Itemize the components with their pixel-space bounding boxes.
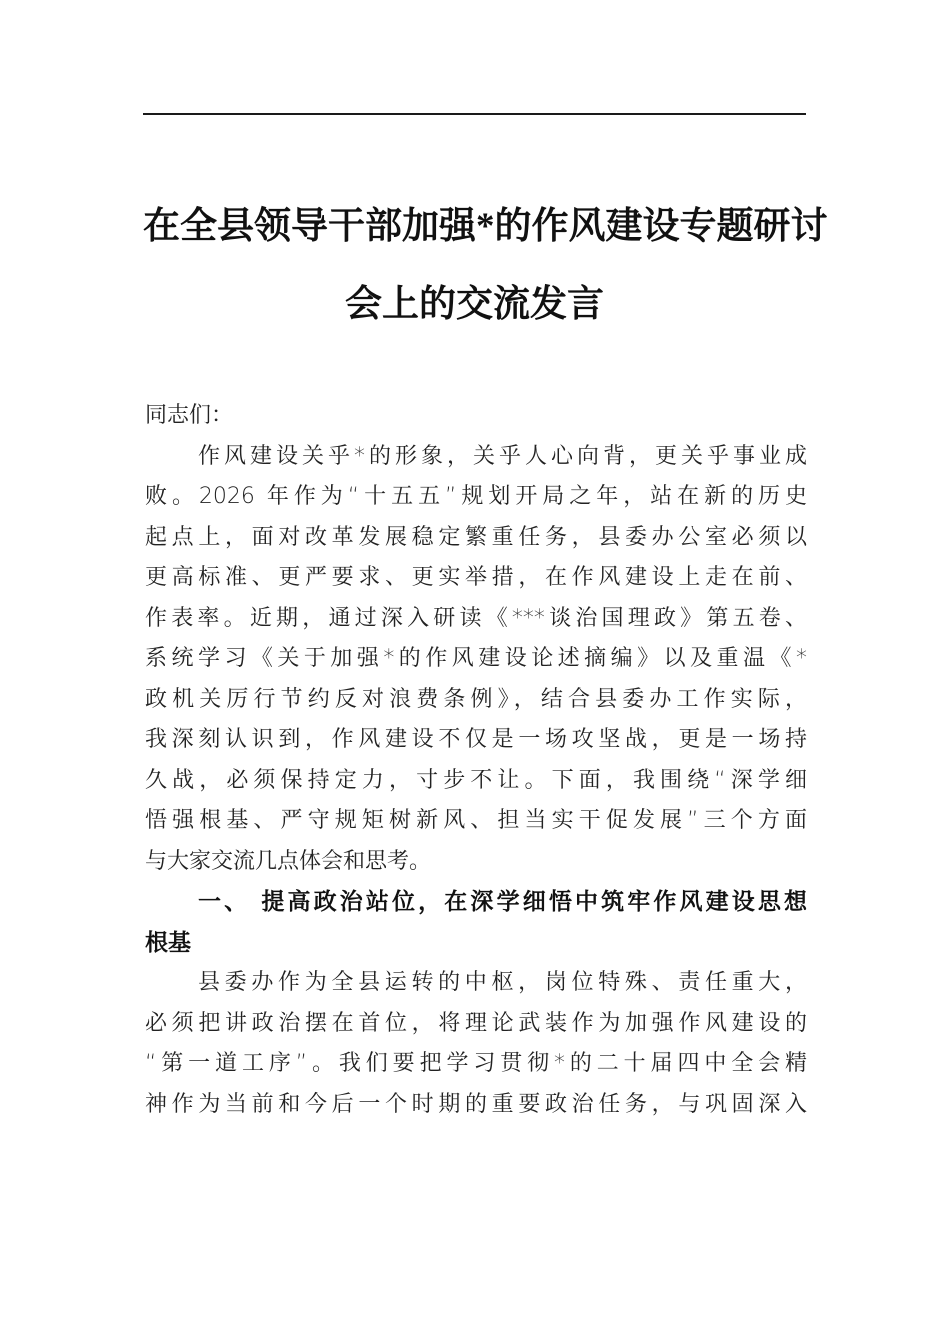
paragraph-line: 更高标准、更严要求、更实举措，在作风建设上走在前、 bbox=[145, 565, 807, 590]
paragraph-line: 与大家交流几点体会和思考。 bbox=[145, 848, 432, 874]
document-body bbox=[145, 396, 807, 1125]
heading-line: 根基 bbox=[145, 929, 191, 956]
paragraph-line: 必须把讲政治摆在首位，将理论武装作为加强作风建设的 bbox=[145, 1010, 807, 1036]
paragraph-line: 系统学习《关于加强*的作风建设论述摘编》以及重温《* bbox=[145, 646, 807, 671]
paragraph-line: 久战，必须保持定力，寸步不让。下面，我围绕“深学细 bbox=[145, 767, 807, 793]
paragraph-line: “第一道工序”。我们要把学习贯彻*的二十届四中全会精 bbox=[145, 1051, 807, 1076]
salutation: 同志们： bbox=[145, 403, 234, 428]
paragraph-line: 败。2026 年作为“十五五”规划开局之年，站在新的历史 bbox=[145, 484, 807, 509]
paragraph-line: 作表率。近期，通过深入研读《***谈治国理政》第五卷、 bbox=[145, 605, 807, 631]
paragraph-section-1 bbox=[145, 963, 807, 1125]
header-rule bbox=[143, 113, 806, 115]
heading-line: 一、 提高政治站位，在深学细悟中筑牢作风建设思想 bbox=[198, 889, 807, 915]
paragraph-line: 作风建设关乎*的形象，关乎人心向背，更关乎事业成 bbox=[198, 443, 807, 469]
paragraph-line: 神作为当前和今后一个时期的重要政治任务，与巩固深入 bbox=[145, 1091, 807, 1117]
paragraph-line: 悟强根基、严守规矩树新风、担当实干促发展”三个方面 bbox=[145, 808, 807, 833]
title-line-1: 在全县领导干部加强*的作风建设专题研讨 bbox=[143, 206, 828, 247]
title-line-2: 会上的交流发言 bbox=[345, 284, 604, 325]
paragraph-line: 县委办作为全县运转的中枢，岗位特殊、责任重大， bbox=[198, 970, 807, 995]
paragraph-line: 政机关厉行节约反对浪费条例》，结合县委办工作实际， bbox=[145, 686, 807, 712]
document-title bbox=[143, 188, 828, 344]
paragraph-line: 起点上，面对改革发展稳定繁重任务，县委办公室必须以 bbox=[145, 524, 807, 550]
paragraph-line: 我深刻认识到，作风建设不仅是一场攻坚战，更是一场持 bbox=[145, 727, 807, 752]
section-1-heading bbox=[145, 882, 807, 963]
paragraph-intro bbox=[145, 437, 807, 883]
